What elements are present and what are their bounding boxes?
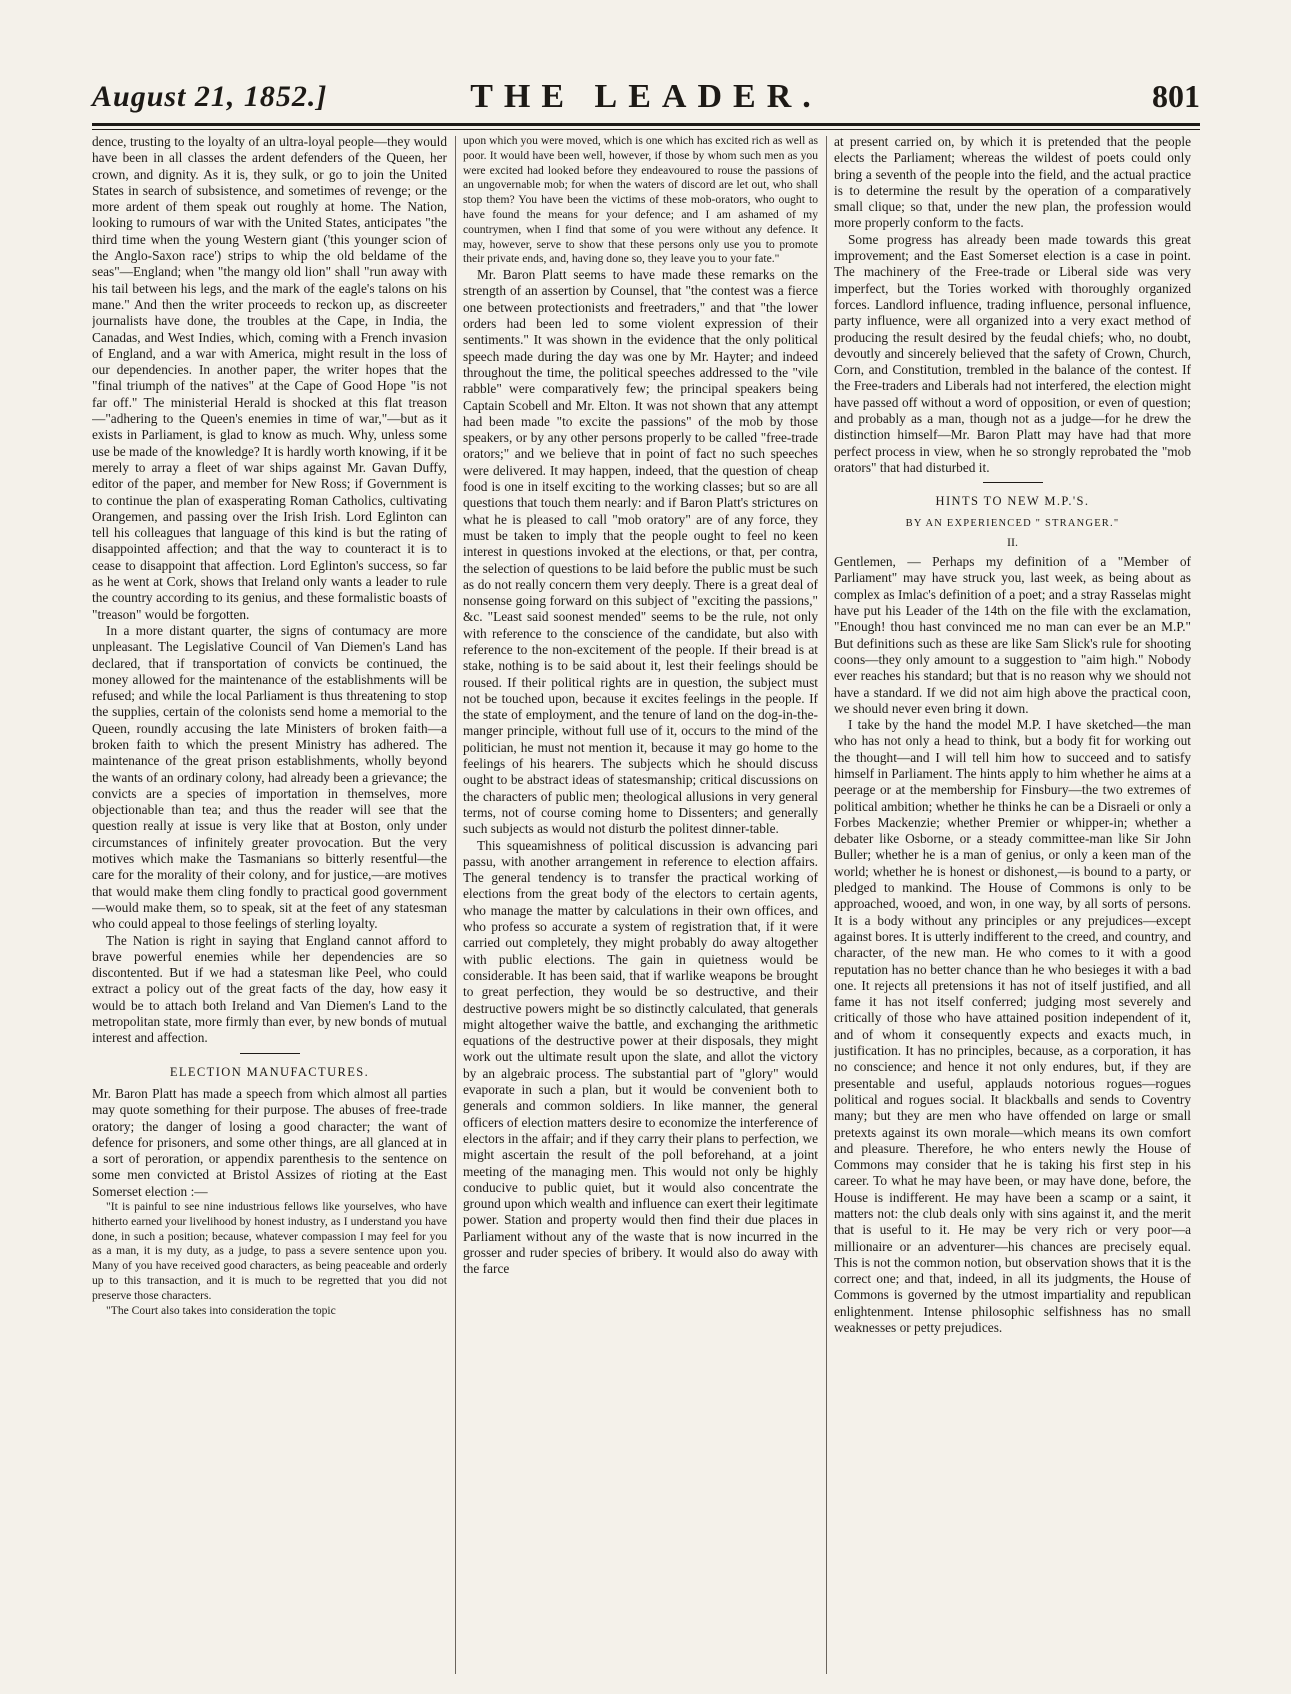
paragraph: In a more distant quarter, the signs of contumacy are more unpleasant. The Legislative Council of Van Diemen's Land has declared, that if transportation of convicts be continued, the money allowed for the maintenance of the establishments will be refused; and while the local Parliament is thus threatening to stop the supplies, certain of the colonists send home a memorial to the Queen, roundly accusing the late Ministers of broken faith—a broken faith to which the present Ministry has adhered. The maintenance of the great prison establishments, wholly beyond the wants of an ordinary colony, had already been a grievance; the convicts are a species of importation in themselves, more objectionable than tea; and thus the reader will see that the question really at issue is very like that at Boston, only under circumstances of infinitely greater provocation. But the very motives which make the Tasmanians so bitterly resentful—the care for the morality of their colony, and for justice,—are motives that would make them cling fondly to practical good government—would make them, so to speak, sit at the feet of any statesman who could appeal to those feelings of sterling loyalty.: [92, 622, 447, 932]
paragraph: The Nation is right in saying that England cannot afford to brave powerful enemies while her dependencies are so discontented. But if we had a statesman like Peel, who could extract a policy out of the great facts of the day, how easy it would be to attach both Ireland and Van Diemen's Land to the metropolitan state, more firmly than ever, by new bonds of mutual interest and affection.: [92, 932, 447, 1046]
column-divider: [455, 136, 456, 1674]
paragraph: Gentlemen, — Perhaps my definition of a "Member of Parliament" may have struck you, last week, as being about as complex as Imlac's definition of a poet; and a stray Rasselas might have put his Leader of the 14th on the file with the exclamation, "Enough! thou hast convinced me no man can ever be an M.P." But definitions such as these are like Sam Slick's rule for shooting coons—they only amount to a suggestion to "aim high." Nobody ever reaches his standard; but that is no reason why we should not have a standard. If we did not aim high above the practical coon, we should never even bring it down.: [834, 554, 1191, 716]
paragraph: at present carried on, by which it is pretended that the people elects the Parliament; whereas the wildest of poets could only bring a seventh of the people into the field, and the actual practice is to determine the result by the operation of a comparatively small clique; so that, under the new plan, the profession would more properly conform to the facts.: [834, 134, 1191, 231]
page-number: 801: [1152, 78, 1200, 114]
header-rule-thin: [92, 129, 1200, 130]
quotation: upon which you were moved, which is one which has excited rich as well as poor. It would have been well, however, if those by whom such men as you were excited had looked before they endeavoured to rouse the passions of an ungovernable mob; for when the waters of discord are let out, who shall stop them? You have been the victims of these mob-orators, who ought to have found the means for your defence; and I am ashamed of my countrymen, when I find that some of you were without any defence. It may, however, serve to show that these persons only use you to promote their private ends, and, having done so, they leave you to your fate.": [463, 134, 818, 266]
column-3: [834, 134, 1191, 1674]
section-divider: [983, 482, 1043, 483]
paragraph: dence, trusting to the loyalty of an ultra-loyal people—they would have been in all classes the ardent defenders of the Queen, her crown, and dignity. As it is, they sulk, or go to join the United States in search of subsistence, and sometimes of revenge; or the more ardent of them speak out roughly at home. The Nation, looking to rumours of war with the United States, anticipates "the third time when the young Western giant ('this younger scion of the Anglo-Saxon race') strips to whip the old beldame of the seas"—England; when "the mangy old lion" shall "run away with his tail between his legs, and the mark of the eagle's talons on his mane." And then the writer proceeds to reckon up, as discreeter journalists have done, the troubles at the Cape, in India, the Canadas, and West Indies, which, coming with a French invasion of England, and a war with America, might result in the loss of our dependencies. In another paper, the writer hopes that the "final triumph of the natives" at the Cape of Good Hope "is not far off." The ministerial Herald is shocked at this flat treason—"adhering to the Queen's enemies in time of war,"—but as it exists in Parliament, is glad to know as much. Why, unless some use be made of the knowledge? It is hardly worth knowing, if it be merely to array a fleet of war ships against Mr. Gavan Duffy, editor of the paper, and member for New Ross; if Government is to continue the plan of exasperating Roman Catholics, cultivating Orangemen, and passing over the Irish Irish. Lord Eglinton can tell his colleagues that language of this kind is but the rating of disappointed affection; and that the way to counteract it is to cease to disappoint that affection. Lord Eglinton's success, so far as he went at Cork, shows that Ireland only wants a leader to rule the country according to its genius, and these formalistic boasts of "treason" would be forgotten.: [92, 134, 447, 622]
issue-date: August 21, 1852.]: [92, 80, 328, 113]
paragraph: Some progress has already been made towards this great improvement; and the East Somerset election is a case in point. The machinery of the Free-trade or Liberal side was very imperfect, but the Tories worked with thoroughly organized forces. Landlord influence, trading influence, personal influence, party influence, were all organized into a very exact method of producing the result desired by the feudal chiefs; who, no doubt, devoutly and sincerely believed that the safety of Crown, Church, Corn, and Constitution, trembled in the balance of the contest. If the Free-traders and Liberals had not interfered, the election might have passed off without a word of opposition, or even of question; and probably as a man, though not as a judge—for he drew the distinction himself—Mr. Baron Platt may have had that more perfect process in view, when he so strongly reprobated the "mob orators" that had disturbed it.: [834, 231, 1191, 475]
column-2: [463, 134, 818, 1674]
paragraph: This squeamishness of political discussion is advancing pari passu, with another arrangement in reference to election affairs. The general tendency is to transfer the practical working of elections from the great body of the electors to certain agents, who manage the matter by calculations in their own offices, and who profess so accurate a system of registration that, if it were carried out completely, they might probably do away altogether with public elections. The gain in quietness would be considerable. It has been said, that if warlike weapons be brought to great perfection, they would be so destructive, and their destructive powers might be so distinctly calculated, that generals might altogether waive the battle, and exchanging the arithmetic equations of the destructive power at their disposals, they might work out the ultimate result upon the slate, and allot the victory by an algebraic process. The substantial part of "glory" would evaporate in such a plan, but it would be convenient both to generals and common soldiers. In like manner, the general officers of election matters desire to economize the interference of electors in the affair; and if they carry their plans to perfection, we might ascertain the result of the poll beforehand, at a joint meeting of the managing men. This would not only be highly conducive to public quiet, but it would also concentrate the ground upon which wealth and influence can exert their legitimate power. Station and property would then find their due places in Parliament without any of the waste that is now incurred in the grosser and ruder species of bribery. It would also do away with the farce: [463, 837, 818, 1277]
article-heading: ELECTION MANUFACTURES.: [169, 1064, 370, 1079]
masthead: [92, 78, 1200, 118]
quotation: "The Court also takes into consideration the topic: [106, 1303, 336, 1317]
column-divider: [826, 136, 827, 1674]
header-rule-thick: [92, 123, 1200, 126]
byline: BY AN EXPERIENCED " STRANGER.": [905, 517, 1120, 529]
paragraph: Mr. Baron Platt seems to have made these remarks on the strength of an assertion by Counsel, that "the contest was a fierce one between protectionists and freetraders," and that "the lower orders had been led to some violent expression of their sentiments." It was shown in the evidence that the only political speech made during the day was one by Mr. Hayter; and indeed throughout the time, the political speeches addressed to the "vile rabble" were comparatively few; the principal speakers being Captain Scobell and Mr. Elton. It was not shown that any attempt had been made "to excite the passions" of the mob by those speakers, or by any other persons properly to be called "free-trade orators;" and we believe that in point of fact no such speeches were delivered. It may happen, indeed, that the question of cheap food is one in itself exciting to the working classes; but so are all questions that touch them nearly: and if Baron Platt's strictures on what he is pleased to call "mob oratory" are of any force, they must be taken to imply that the people ought to feel no keen interest in questions invoked at the elections, or that, per contra, the selection of questions to be laid before the public must be such as do not really concern them very deeply. There is a great deal of nonsense going forward on this subject of "exciting the passions," &c. "Least said soonest mended" seems to be the rule, not only with reference to the conscience of the candidate, but also with reference to the non-excitement of the people. If their bread is at stake, nothing is to be said about it, lest their feelings should be roused. If their political rights are in question, the subject must not be touched upon, because it excites feelings in the people. If the state of employment, and the tenure of land on the dog-in-the-manger principle, without full use of it, occurs to the mind of the politician, he must not mention it, because it may go home to the feelings of his hearers. The subjects which he should discuss ought to be abstract ideas of statesmanship; critical discussions on the characters of public men; theological allusions in very general terms, not of course coming home to Dissenters; and generally such subjects as would not disturb the politest dinner-table.: [463, 267, 818, 837]
paragraph: I take by the hand the model M.P. I have sketched—the man who has not only a head to think, but a body fit for working out the thought—and I will tell him how to succeed and to satisfy himself in Parliament. The hints apply to him whether he aims at a peerage or at the membership for Finsbury—the two extremes of political ambition; whether he thinks he can be a Disraeli or only a Forbes Mackenzie; whether Premier or whipper-in; whether a debater like Osborne, or a steady committee-man like Sir John Buller; whether he is a man of genius, or only a keen man of the world; whether he is honest or dishonest,—is bound to a party, or pledged to mankind. The House of Commons is only to be approached, wooed, and won, in one way, by all sorts of persons. It is a body without any principles or any prejudices—except against bores. It is utterly indifferent to the creed, and country, and character, of the new man. He who comes to it with a good reputation has no better chance than he who besieges it with a bad one. It rejects all pretensions it has not of itself justified, and all fame it has not itself conferred; judging most severely and critically of those who have attained position independent of it, and of whom it consequently expects and exacts much, in justification. It has no principles, because, as a corporation, it has no conscience; and hence it not only endures, but, if they are presentable and useful, applauds notorious rogues—rogues political and rogues social. It blackballs and sends to Coventry many; but they are men who have offended on large or small pretexts against its own morale—which means its own comfort and pleasure. Therefore, he who enters newly the House of Commons may consider that he is taking his first step in his career. To what he may have been, or may have done, before, the House is indifferent. He may have been a scamp or a saint, it matters not: the club deals only with sins against it, and the merit that is useful to it. He may be very rich or very poor—a millionaire or an adventurer—his chances are precisely equal. This is not the common notion, but observation shows that it is the correct one; and that, indeed, in all its judgments, the House of Commons is governed by the utmost impartiality and republican enlightenment. Intense philosophic selfishness has no small weaknesses or petty prejudices.: [834, 717, 1191, 1336]
part-numeral: II.: [1007, 534, 1018, 549]
article-heading: HINTS TO NEW M.P.'S.: [935, 494, 1090, 509]
newspaper-title: THE LEADER.: [470, 78, 822, 115]
quotation: "It is painful to see nine industrious fellows like yourselves, who have hitherto earned your livelihood by honest industry, as I understand you have done, in such a position; because, whatever compassion I may feel for you as a man, it is my duty, as a judge, to pass a severe sentence upon you. Many of you have received good characters, as being peaceable and orderly up to this transaction, and it is much to be regretted that you did not preserve those characters.: [92, 1200, 447, 1302]
paragraph: Mr. Baron Platt has made a speech from which almost all parties may quote something for their purpose. The abuses of free-trade oratory; the danger of losing a good character; the want of defence for prisoners, and some other things, are all glanced at in a sort of peroration, or appendix parenthesis to the sentence on some men convicted at Bristol Assizes of rioting at the East Somerset election :—: [92, 1085, 447, 1199]
section-divider: [240, 1053, 300, 1054]
column-1: [92, 134, 447, 1674]
